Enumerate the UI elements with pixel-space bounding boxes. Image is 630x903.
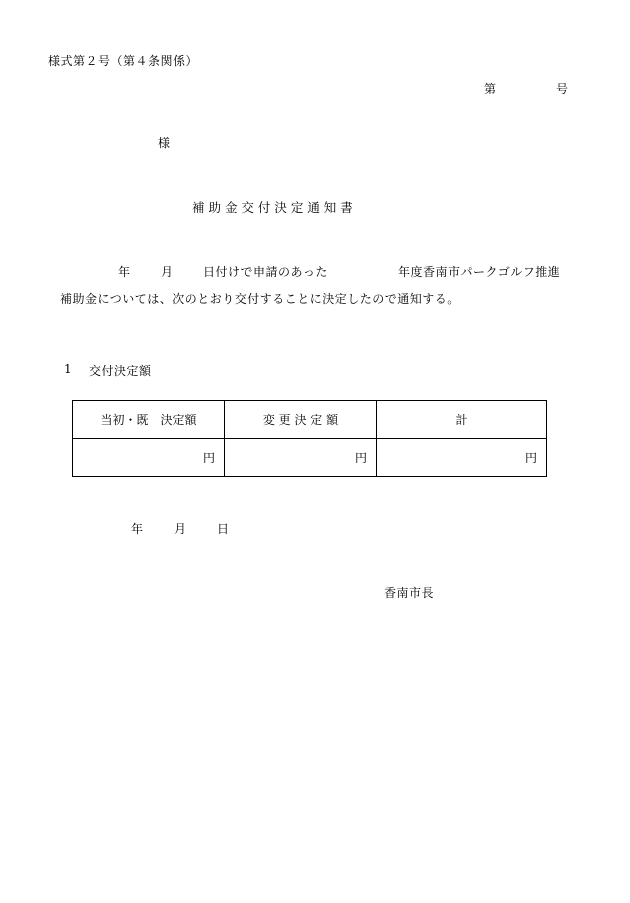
- issuer-name: 香南市長: [384, 586, 435, 600]
- date-month-label: 月: [174, 522, 187, 536]
- body-line2: 補助金については、次のとおり交付することに決定したので通知する。: [60, 292, 460, 306]
- header-initial-amount: 当初・既 決定額: [73, 401, 225, 439]
- cell-initial-amount: 円: [73, 439, 225, 477]
- header-total: 計: [377, 401, 547, 439]
- body-line1-mid: 日付けで申請のあった: [203, 265, 328, 279]
- cell-total: 円: [377, 439, 547, 477]
- body-month-label: 月: [161, 265, 174, 279]
- table-row: [73, 439, 547, 477]
- form-number: 様式第２号（第４条関係）: [48, 54, 199, 68]
- grant-amount-table: [72, 400, 547, 477]
- section-number: 1: [64, 362, 72, 376]
- section-heading: 交付決定額: [89, 364, 152, 378]
- page-title: 補 助 金 交 付 決 定 通 知 書: [192, 200, 353, 215]
- doc-number-prefix: 第: [484, 82, 497, 96]
- body-line1-tail: 年度香南市パークゴルフ推進: [398, 265, 561, 279]
- body-year-label: 年: [118, 265, 131, 279]
- date-day-label: 日: [217, 522, 230, 536]
- addressee-suffix: 様: [158, 136, 171, 150]
- date-year-label: 年: [131, 522, 144, 536]
- table-header-row: [73, 401, 547, 439]
- doc-number-suffix: 号: [556, 82, 569, 96]
- cell-changed-amount: 円: [225, 439, 377, 477]
- header-changed-amount: 変 更 決 定 額: [225, 401, 377, 439]
